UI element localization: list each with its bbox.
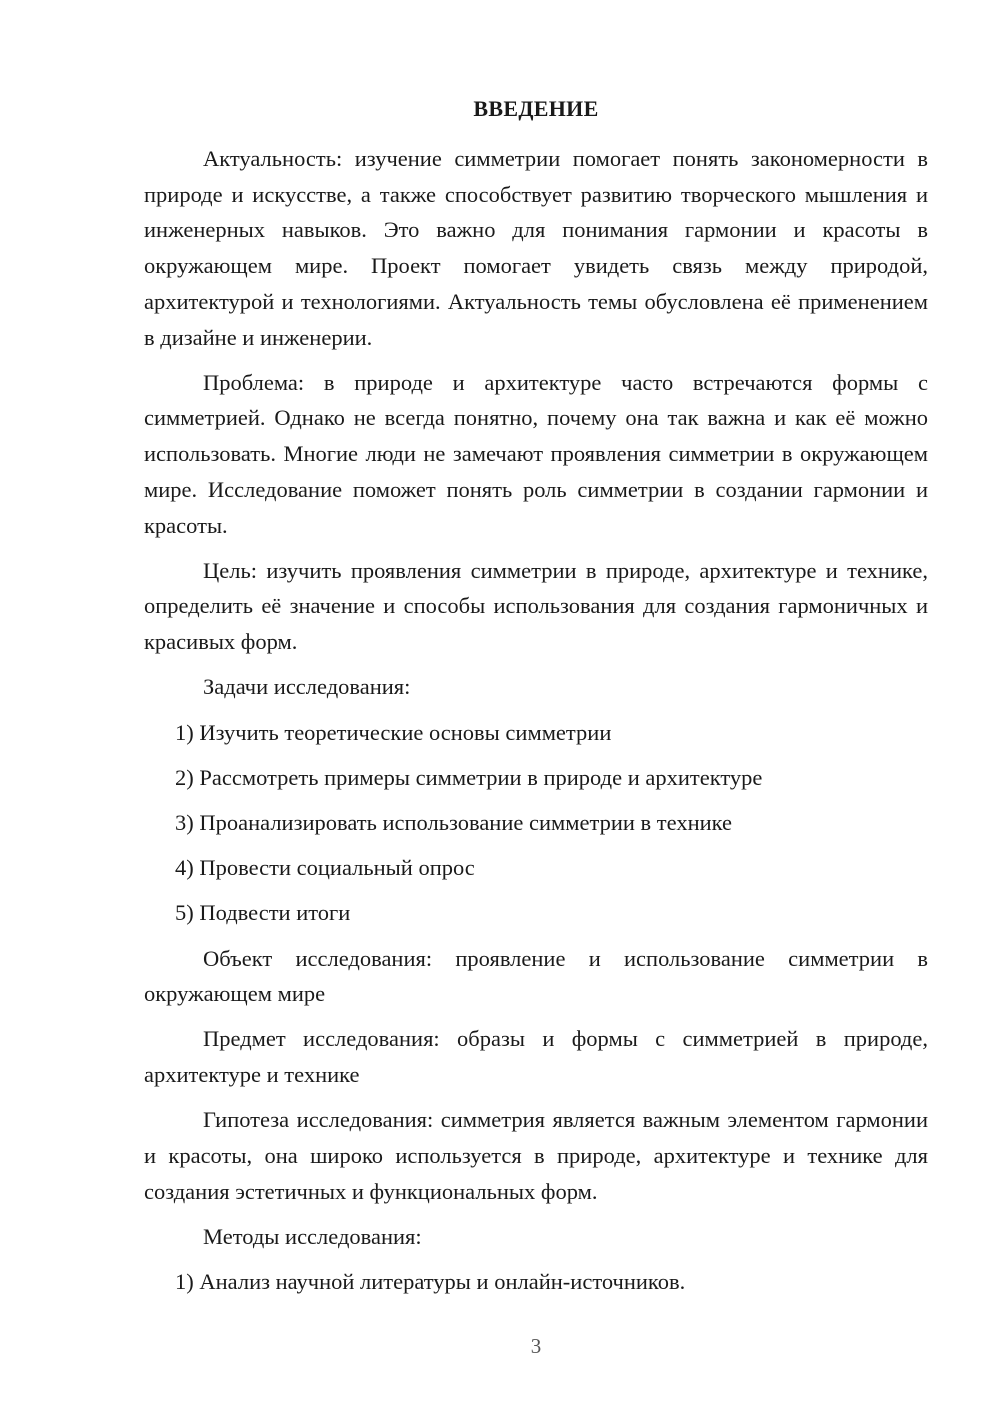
page-number: 3 bbox=[530, 1334, 542, 1358]
list-item: 4) Провести социальный опрос bbox=[175, 855, 475, 881]
methods-title: Методы исследования: bbox=[203, 1223, 422, 1249]
paragraph-hypothesis: Гипотеза исследования: симметрия является важным элементом гармонии и красоты, она широко используется в природе, архитектуре и технике для создания эстетичных и функциональных форм. bbox=[144, 1107, 928, 1204]
list-item: 3) Проанализировать использование симметрии в технике bbox=[175, 809, 733, 835]
body-text bbox=[144, 141, 928, 1309]
paragraph-goal: Цель: изучить проявления симметрии в природе, архитектуре и технике, определить её значение и способы использования для создания гармоничных и красивых форм. bbox=[144, 557, 928, 655]
list-item: 1) Изучить теоретические основы симметрии bbox=[175, 719, 612, 745]
list-item: 1) Анализ научной литературы и онлайн-источников. bbox=[175, 1269, 686, 1295]
paragraph-subject: Предмет исследования: образы и формы с симметрией в природе, архитектуре и технике bbox=[144, 1026, 928, 1088]
tasks-title: Задачи исследования: bbox=[203, 674, 411, 700]
list-item: 2) Рассмотреть примеры симметрии в природе и архитектуре bbox=[175, 764, 763, 790]
paragraph-problem: Проблема: в природе и архитектуре часто встречаются формы с симметрией. Однако не всегда понятно, почему она так важна и как её можно использовать. Многие люди не замечают проявления симметрии в окружающем мире. Исследование поможет понять роль симметрии в создании гармонии и красоты. bbox=[144, 369, 928, 538]
paragraph-relevance: Актуальность: изучение симметрии помогает понять закономерности в природе и искусстве, а также способствует развитию творческого мышления и инженерных навыков. Это важно для понимания гармонии и красоты в окружающем мире. Проект помогает увидеть связь между природой, архитектурой и технологиями. Актуальность темы обусловлена её применением в дизайне и инженерии. bbox=[144, 146, 928, 350]
tasks-list bbox=[144, 715, 928, 932]
methods-list bbox=[144, 1264, 928, 1300]
list-item: 5) Подвести итоги bbox=[175, 900, 351, 926]
paragraph-object: Объект исследования: проявление и использование симметрии в окружающем мире bbox=[144, 945, 928, 1007]
page-title: ВВЕДЕНИЕ bbox=[473, 96, 599, 121]
